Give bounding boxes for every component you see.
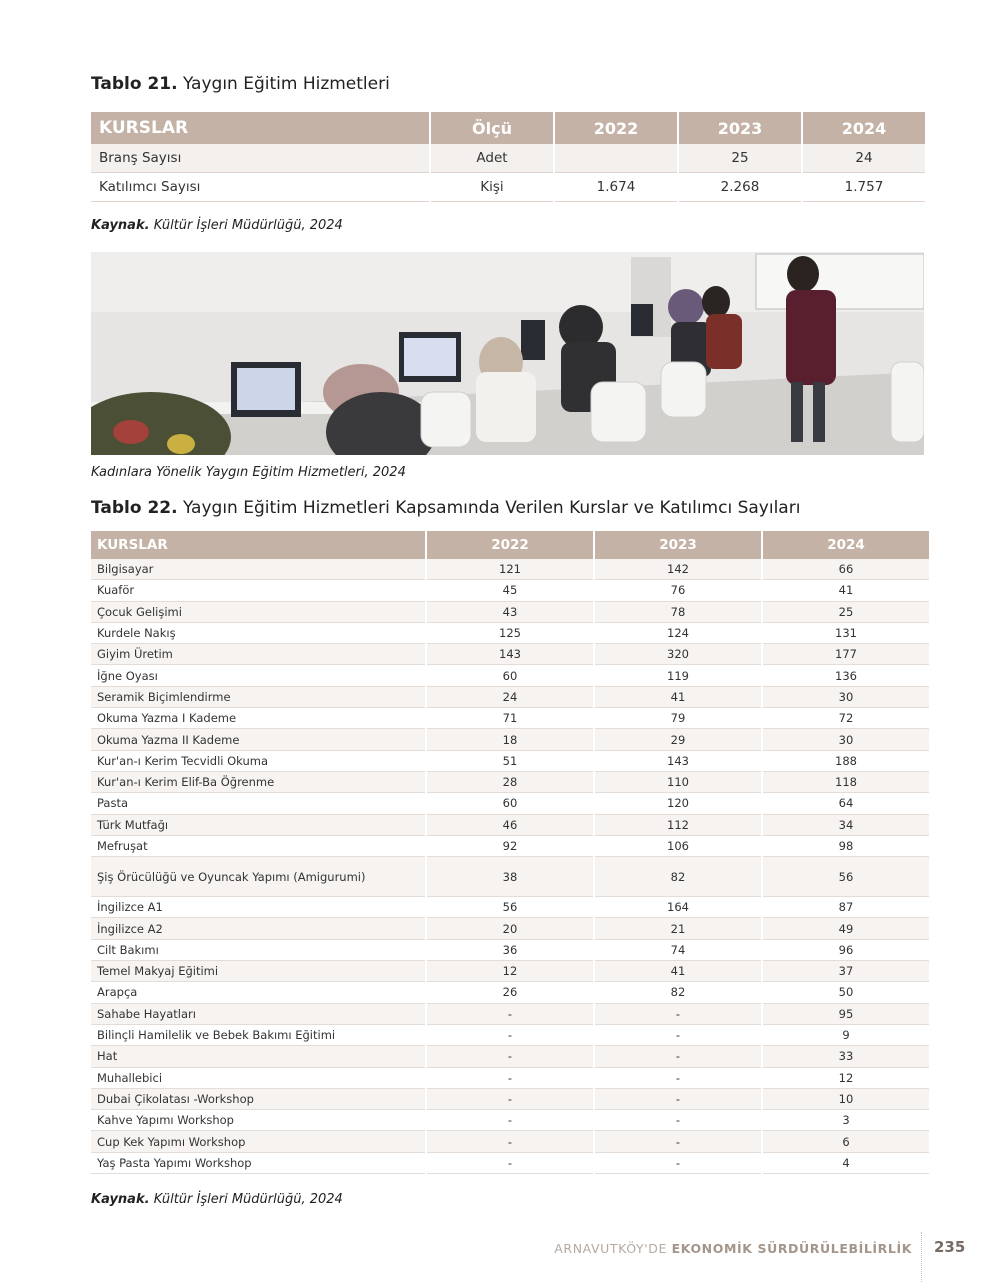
table-row: [91, 144, 925, 173]
count-cell: 96: [763, 940, 929, 961]
course-name-cell: Okuma Yazma I Kademe: [91, 708, 425, 729]
count-cell: 18: [427, 729, 593, 750]
table21-header-unit: Ölçü: [431, 112, 553, 144]
count-cell: 45: [427, 580, 593, 601]
count-cell: 43: [427, 602, 593, 623]
count-cell: 188: [763, 751, 929, 772]
count-cell: 33: [763, 1046, 929, 1067]
count-cell: -: [427, 1025, 593, 1046]
table21-caption-title: Yaygın Eğitim Hizmetleri: [183, 74, 390, 94]
count-cell: 136: [763, 665, 929, 686]
table-row: [91, 857, 929, 897]
count-cell: 21: [595, 918, 761, 939]
count-cell: 177: [763, 644, 929, 665]
count-cell: 320: [595, 644, 761, 665]
count-cell: 78: [595, 602, 761, 623]
count-cell: 4: [763, 1153, 929, 1174]
classroom-photo: [91, 252, 924, 455]
table-cell: 1.757: [803, 173, 925, 202]
count-cell: 20: [427, 918, 593, 939]
count-cell: 143: [427, 644, 593, 665]
count-cell: 142: [595, 559, 761, 580]
table-row: [91, 602, 929, 623]
table-row: [91, 729, 929, 750]
count-cell: 64: [763, 793, 929, 814]
count-cell: -: [595, 1025, 761, 1046]
table-cell: 2.268: [679, 173, 801, 202]
table-cell: 25: [679, 144, 801, 173]
table21-header-2022: 2022: [555, 112, 677, 144]
table22-source-text: Kültür İşleri Müdürlüğü, 2024: [153, 1192, 343, 1207]
count-cell: 56: [427, 897, 593, 918]
table-row: [91, 1153, 929, 1174]
table22-header-courses: KURSLAR: [91, 531, 425, 559]
table-row: [91, 982, 929, 1003]
count-cell: -: [595, 1110, 761, 1131]
count-cell: 60: [427, 793, 593, 814]
course-name-cell: Temel Makyaj Eğitimi: [91, 961, 425, 982]
course-name-cell: Kuaför: [91, 580, 425, 601]
footer-prefix: ARNAVUTKÖY'DE: [554, 1241, 672, 1256]
table21-header-row: [91, 112, 925, 144]
count-cell: 36: [427, 940, 593, 961]
page-number: 235: [934, 1238, 966, 1256]
table22-header-2024: 2024: [763, 531, 929, 559]
count-cell: -: [427, 1131, 593, 1152]
table-row: [91, 644, 929, 665]
table-cell: Adet: [431, 144, 553, 173]
table-cell: [555, 144, 677, 173]
table21-caption: [91, 74, 390, 94]
course-name-cell: Arapça: [91, 982, 425, 1003]
count-cell: 112: [595, 815, 761, 836]
course-name-cell: Çocuk Gelişimi: [91, 602, 425, 623]
course-name-cell: Muhallebici: [91, 1068, 425, 1089]
count-cell: 9: [763, 1025, 929, 1046]
table-row: [91, 1046, 929, 1067]
count-cell: 37: [763, 961, 929, 982]
table22-source: [91, 1192, 343, 1207]
count-cell: 143: [595, 751, 761, 772]
count-cell: -: [427, 1004, 593, 1025]
course-name-cell: İngilizce A2: [91, 918, 425, 939]
course-name-cell: Giyim Üretim: [91, 644, 425, 665]
course-name-cell: Okuma Yazma II Kademe: [91, 729, 425, 750]
count-cell: 29: [595, 729, 761, 750]
count-cell: -: [427, 1153, 593, 1174]
count-cell: 66: [763, 559, 929, 580]
count-cell: 12: [427, 961, 593, 982]
table-row: [91, 173, 925, 202]
footer-divider: [921, 1232, 922, 1282]
course-name-cell: İngilizce A1: [91, 897, 425, 918]
table-cell: Kişi: [431, 173, 553, 202]
table21-caption-label: Tablo 21.: [91, 74, 178, 94]
table22-body: [91, 559, 929, 1174]
table22-caption: [91, 498, 800, 518]
table21-header-courses: KURSLAR: [91, 112, 429, 144]
count-cell: 131: [763, 623, 929, 644]
table-row: [91, 708, 929, 729]
count-cell: -: [427, 1068, 593, 1089]
count-cell: 76: [595, 580, 761, 601]
count-cell: 28: [427, 772, 593, 793]
table-cell: 24: [803, 144, 925, 173]
table21-source-label: Kaynak.: [91, 218, 150, 233]
table22: [89, 531, 931, 1174]
course-name-cell: Bilinçli Hamilelik ve Bebek Bakımı Eğitimi: [91, 1025, 425, 1046]
count-cell: 51: [427, 751, 593, 772]
count-cell: 25: [763, 602, 929, 623]
course-name-cell: Pasta: [91, 793, 425, 814]
course-name-cell: Cup Kek Yapımı Workshop: [91, 1131, 425, 1152]
table21-source: [91, 218, 343, 233]
table-cell: Katılımcı Sayısı: [91, 173, 429, 202]
count-cell: 60: [427, 665, 593, 686]
course-name-cell: Cilt Bakımı: [91, 940, 425, 961]
count-cell: -: [595, 1153, 761, 1174]
table-row: [91, 1025, 929, 1046]
count-cell: 41: [595, 687, 761, 708]
count-cell: -: [595, 1068, 761, 1089]
table-row: [91, 751, 929, 772]
table22-caption-title: Yaygın Eğitim Hizmetleri Kapsamında Verilen Kurslar ve Katılımcı Sayıları: [183, 498, 801, 518]
table21-header-2023: 2023: [679, 112, 801, 144]
count-cell: 41: [763, 580, 929, 601]
table22-source-label: Kaynak.: [91, 1192, 150, 1207]
course-name-cell: Yaş Pasta Yapımı Workshop: [91, 1153, 425, 1174]
count-cell: -: [427, 1110, 593, 1131]
table21: [89, 112, 927, 202]
table22-header-2023: 2023: [595, 531, 761, 559]
count-cell: 79: [595, 708, 761, 729]
count-cell: 120: [595, 793, 761, 814]
count-cell: 38: [427, 857, 593, 897]
classroom-photo-illustration: [91, 252, 924, 455]
count-cell: 41: [595, 961, 761, 982]
course-name-cell: Seramik Biçimlendirme: [91, 687, 425, 708]
table-row: [91, 815, 929, 836]
course-name-cell: Şiş Örücülüğü ve Oyuncak Yapımı (Amigurumi): [91, 857, 425, 897]
count-cell: 82: [595, 982, 761, 1003]
count-cell: 34: [763, 815, 929, 836]
course-name-cell: Sahabe Hayatları: [91, 1004, 425, 1025]
course-name-cell: Bilgisayar: [91, 559, 425, 580]
table-row: [91, 559, 929, 580]
course-name-cell: Hat: [91, 1046, 425, 1067]
table-row: [91, 1089, 929, 1110]
count-cell: 95: [763, 1004, 929, 1025]
count-cell: 125: [427, 623, 593, 644]
table22-header-2022: 2022: [427, 531, 593, 559]
count-cell: -: [595, 1089, 761, 1110]
table-row: [91, 1068, 929, 1089]
count-cell: 164: [595, 897, 761, 918]
count-cell: 118: [763, 772, 929, 793]
course-name-cell: İğne Oyası: [91, 665, 425, 686]
table-row: [91, 961, 929, 982]
count-cell: 30: [763, 729, 929, 750]
table-row: [91, 623, 929, 644]
course-name-cell: Türk Mutfağı: [91, 815, 425, 836]
table-row: [91, 665, 929, 686]
course-name-cell: Kahve Yapımı Workshop: [91, 1110, 425, 1131]
count-cell: -: [427, 1046, 593, 1067]
footer-emphasis: EKONOMİK SÜRDÜRÜLEBİLİRLİK: [671, 1241, 912, 1256]
count-cell: 6: [763, 1131, 929, 1152]
count-cell: 49: [763, 918, 929, 939]
table-row: [91, 836, 929, 857]
count-cell: 10: [763, 1089, 929, 1110]
count-cell: 12: [763, 1068, 929, 1089]
table21-source-text: Kültür İşleri Müdürlüğü, 2024: [153, 218, 343, 233]
table-row: [91, 918, 929, 939]
count-cell: 119: [595, 665, 761, 686]
table-row: [91, 940, 929, 961]
count-cell: 121: [427, 559, 593, 580]
count-cell: 30: [763, 687, 929, 708]
count-cell: 124: [595, 623, 761, 644]
count-cell: 71: [427, 708, 593, 729]
table21-header-2024: 2024: [803, 112, 925, 144]
count-cell: 92: [427, 836, 593, 857]
course-name-cell: Mefruşat: [91, 836, 425, 857]
count-cell: 46: [427, 815, 593, 836]
table-cell: 1.674: [555, 173, 677, 202]
count-cell: 56: [763, 857, 929, 897]
table-row: [91, 793, 929, 814]
count-cell: 24: [427, 687, 593, 708]
table-row: [91, 687, 929, 708]
count-cell: 26: [427, 982, 593, 1003]
count-cell: 50: [763, 982, 929, 1003]
count-cell: -: [595, 1131, 761, 1152]
table22-header-row: [91, 531, 929, 559]
count-cell: 82: [595, 857, 761, 897]
course-name-cell: Dubai Çikolatası -Workshop: [91, 1089, 425, 1110]
count-cell: 72: [763, 708, 929, 729]
table-row: [91, 897, 929, 918]
count-cell: 87: [763, 897, 929, 918]
count-cell: 3: [763, 1110, 929, 1131]
table22-caption-label: Tablo 22.: [91, 498, 178, 518]
photo-caption: Kadınlara Yönelik Yaygın Eğitim Hizmetleri, 2024: [91, 465, 406, 480]
table-cell: Branş Sayısı: [91, 144, 429, 173]
count-cell: 74: [595, 940, 761, 961]
footer-title: [554, 1241, 912, 1256]
count-cell: -: [427, 1089, 593, 1110]
course-name-cell: Kur'an-ı Kerim Tecvidli Okuma: [91, 751, 425, 772]
course-name-cell: Kurdele Nakış: [91, 623, 425, 644]
course-name-cell: Kur'an-ı Kerim Elif-Ba Öğrenme: [91, 772, 425, 793]
count-cell: 98: [763, 836, 929, 857]
count-cell: 106: [595, 836, 761, 857]
count-cell: 110: [595, 772, 761, 793]
table-row: [91, 1131, 929, 1152]
table-row: [91, 1004, 929, 1025]
count-cell: -: [595, 1004, 761, 1025]
count-cell: -: [595, 1046, 761, 1067]
table-row: [91, 772, 929, 793]
table-row: [91, 580, 929, 601]
table-row: [91, 1110, 929, 1131]
